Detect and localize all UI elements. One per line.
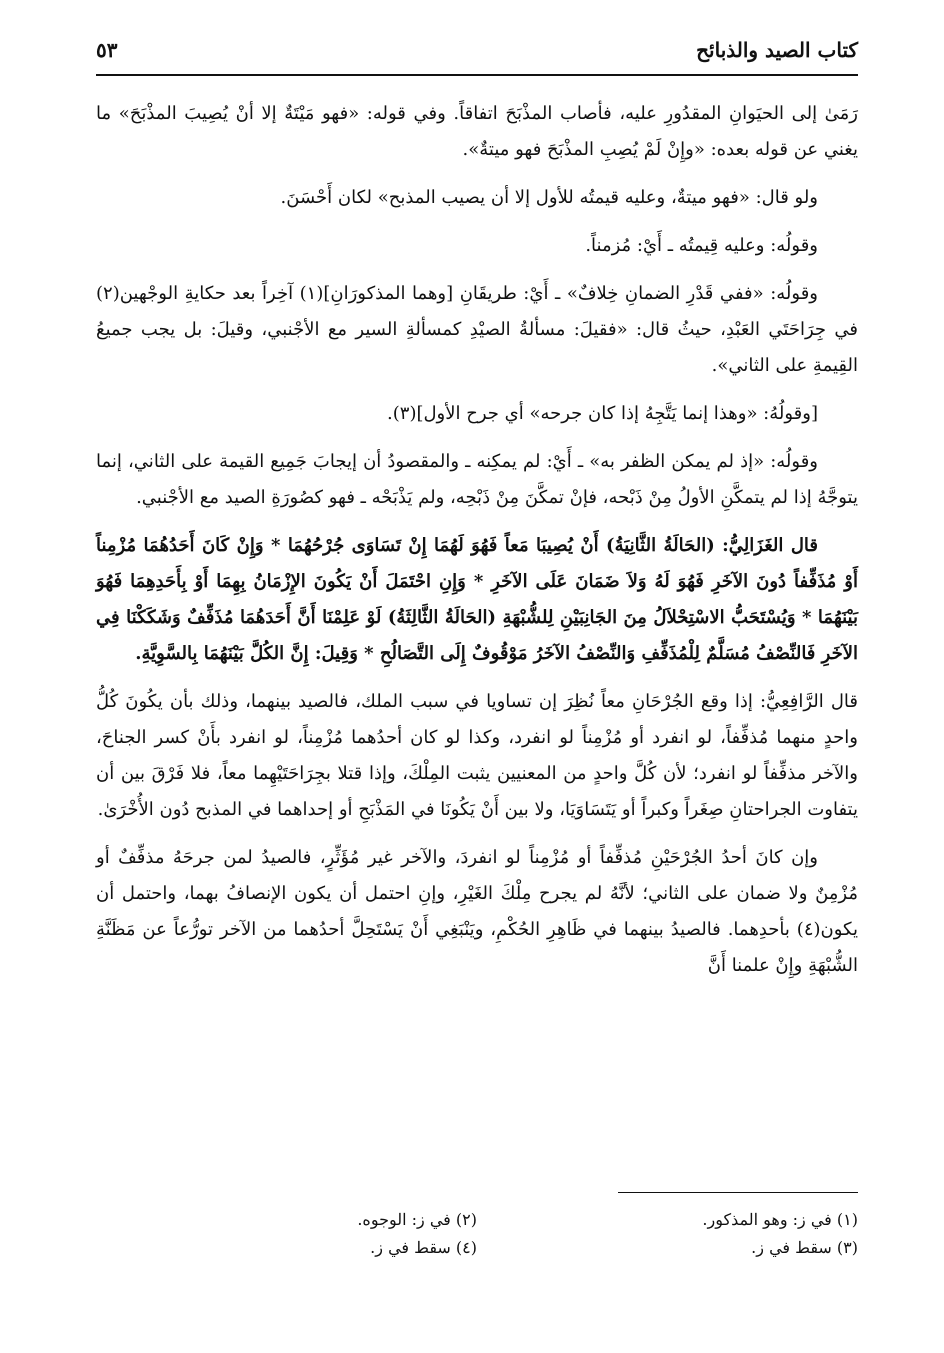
footnote: (١) في ز: وهو المذكور. <box>702 1210 858 1229</box>
footnote-divider <box>618 1192 858 1193</box>
page-number: ٥٣ <box>96 38 118 62</box>
running-header <box>96 34 858 76</box>
paragraph: رَمَىٰ إلى الحيَوانِ المقدُورِ عليه، فأصاب المذْبَحَ اتفاقاً. وفي قوله: «فهو مَيْتَةٌ إلا أنْ يُصِيبَ المذْبَحَ» ما يغني عن قوله بعده: «وإِنْ لَمْ يُصِبِ المذْبَحَ فهو ميتةٌ». <box>96 103 858 160</box>
matn-paragraph: قال الغَزَالِيُّ: (الحَالَةُ الثَّانِيَةُ) أَنْ يُصِيبَا مَعاً فَهُوَ لَهُمَا إِنْ تَسَاوَى جُرْحُهُمَا * وَإِنْ كَانَ أَحَدُهُمَا مُزْمِناً أَوْ مُذَفِّفاً دُونَ الآخَرِ فَهُوَ لَهُ وَلاَ ضَمَانَ عَلَى الآخَرِ * وَإِنِ احْتَمَلَ أَنْ يَكُونَ الإِزْمَانُ بِهِمَا أَوْ بِأَحَدِهِمَا فَهُوَ بَيْنَهُمَا * وَيُسْتَحَبُّ الاسْتِحْلاَلُ مِنَ الجَانِبَيْنِ لِلشُّبْهَةِ (الحَالَةُ الثَّالِثَةُ) لَوْ عَلِمْنَا أَنَّ أَحَدَهُمَا مُذَفِّفٌ وَشَكَكْنَا فِي الآخَرِ فَالنِّصْفُ مُسَلَّمٌ لِلْمُذَفِّفِ وَالنِّصْفُ الآخَرُ مَوْقُوفٌ إِلَى التَّصَالُحِ * وَقِيلَ: إِنَّ الكُلَّ بَيْنَهُمَا بِالسَّوِيَّةِ. <box>96 535 858 664</box>
footnote: (٣) سقط في ز. <box>751 1238 858 1257</box>
main-text <box>96 96 858 996</box>
footnote: (٤) سقط في ز. <box>370 1238 477 1257</box>
header-title: كتاب الصيد والذبائح <box>696 38 858 62</box>
paragraph: ولو قال: «فهو ميتةٌ، وعليه قيمتُه للأول إلا أن يصيب المذبح» لكان أَحْسَنَ. <box>280 187 818 208</box>
footnote-row <box>96 1206 858 1234</box>
footnote-row <box>96 1234 858 1262</box>
paragraph: وقولُه: «ففي قَدْرِ الضمانِ خِلافٌ» ـ أَيْ: طريقَانِ [وهما المذكورَانِ](١) آخِراً بعد حكايةِ الوجْهين(٢) في جِرَاحَتَي العَبْدِ، حيثُ قال: «فقيلَ: مسألةُ الصيْدِ كمسألةِ السير مع الأجْنبي، وقيلَ: بل يجب جميعُ القِيمةِ على الثاني». <box>96 283 858 376</box>
paragraph: وقولُه: «إذ لم يمكن الظفر به» ـ أَيْ: لم يمكِنه ـ والمقصودُ أن إيجابَ جَمِيع القيمة على الثاني، إنما يتوجَّهُ إذا لم يتمكَّنِ الأولُ مِنْ ذَبْحه، فإنْ تمكَّنَ مِنْ ذَبْحِه، ولم يَذْبَحْه ـ فهو كصُورَةِ الصيد مع الأجْنبي. <box>96 451 858 508</box>
commentary-paragraph: قال الرَّافِعِيُّ: إذا وقع الجُرْحَانِ معاً نُظِرَ إن تساويا في سبب الملك، فالصيد بينهما، وذلك بأن يكُونَ كُلُّ واحدٍ منهما مُذفِّفاً، لو انفرد أو مُزْمِناً لو انفرد، وكذا لو كان أحدُهما مُزْمِناً، لو انفرد بأَنْ كسر الجناحَ، والآخر مذفِّفاً لو انفرد؛ لأن كُلَّ واحدٍ من المعنيين يثبت المِلْكَ، وإذا قتلا بجِرَاحَتَيْهِما معاً، فلا فَرْقَ بين أن يتفاوت الجراحتانِ صِغَراً وكبراً أو يَتَسَاوَيَا، ولا بين أَنْ يَكُونَا في المَذْبَحِ أو إحداهما في المذبح دُون الأُخْرَىٰ. <box>96 691 858 820</box>
paragraph: [وقولُهُ: «وهذا إنما يَتَّجِهُ إذا كان جرحه» أي جرح الأول](٣). <box>387 403 818 424</box>
paragraph: وقولُه: وعليه قِيمتُه ـ أَيْ: مُزمناً. <box>585 235 818 256</box>
paragraph: وإن كانَ أحدُ الجُرْحَيْنِ مُذفِّفاً أو مُزْمِناً لو انفردَ، والآخر غير مُؤَثِّرٍ، فالصيدُ لمن جرحَهُ مذفِّفٌ أو مُزْمِنٌ ولا ضمان على الثاني؛ لأنَّهُ لم يجرح مِلْكَ الغَيْرِ، وإنِ احتمل أن يكون الإنصافُ بهما، واحتمل أن يكون(٤) بأحدِهما. فالصيدُ بينهما في ظَاهِرِ الحُكْمِ، ويَنْبَغِي أَنْ يَسْتَحِلَّ أحدُهما من الآخر تورُّعاً عن مَظَنَّةِ الشُّبْهَةِ وإِنْ علمنا أَنَّ <box>96 847 858 976</box>
footnotes <box>96 1206 858 1262</box>
footnote: (٢) في ز: الوجوه. <box>357 1210 477 1229</box>
